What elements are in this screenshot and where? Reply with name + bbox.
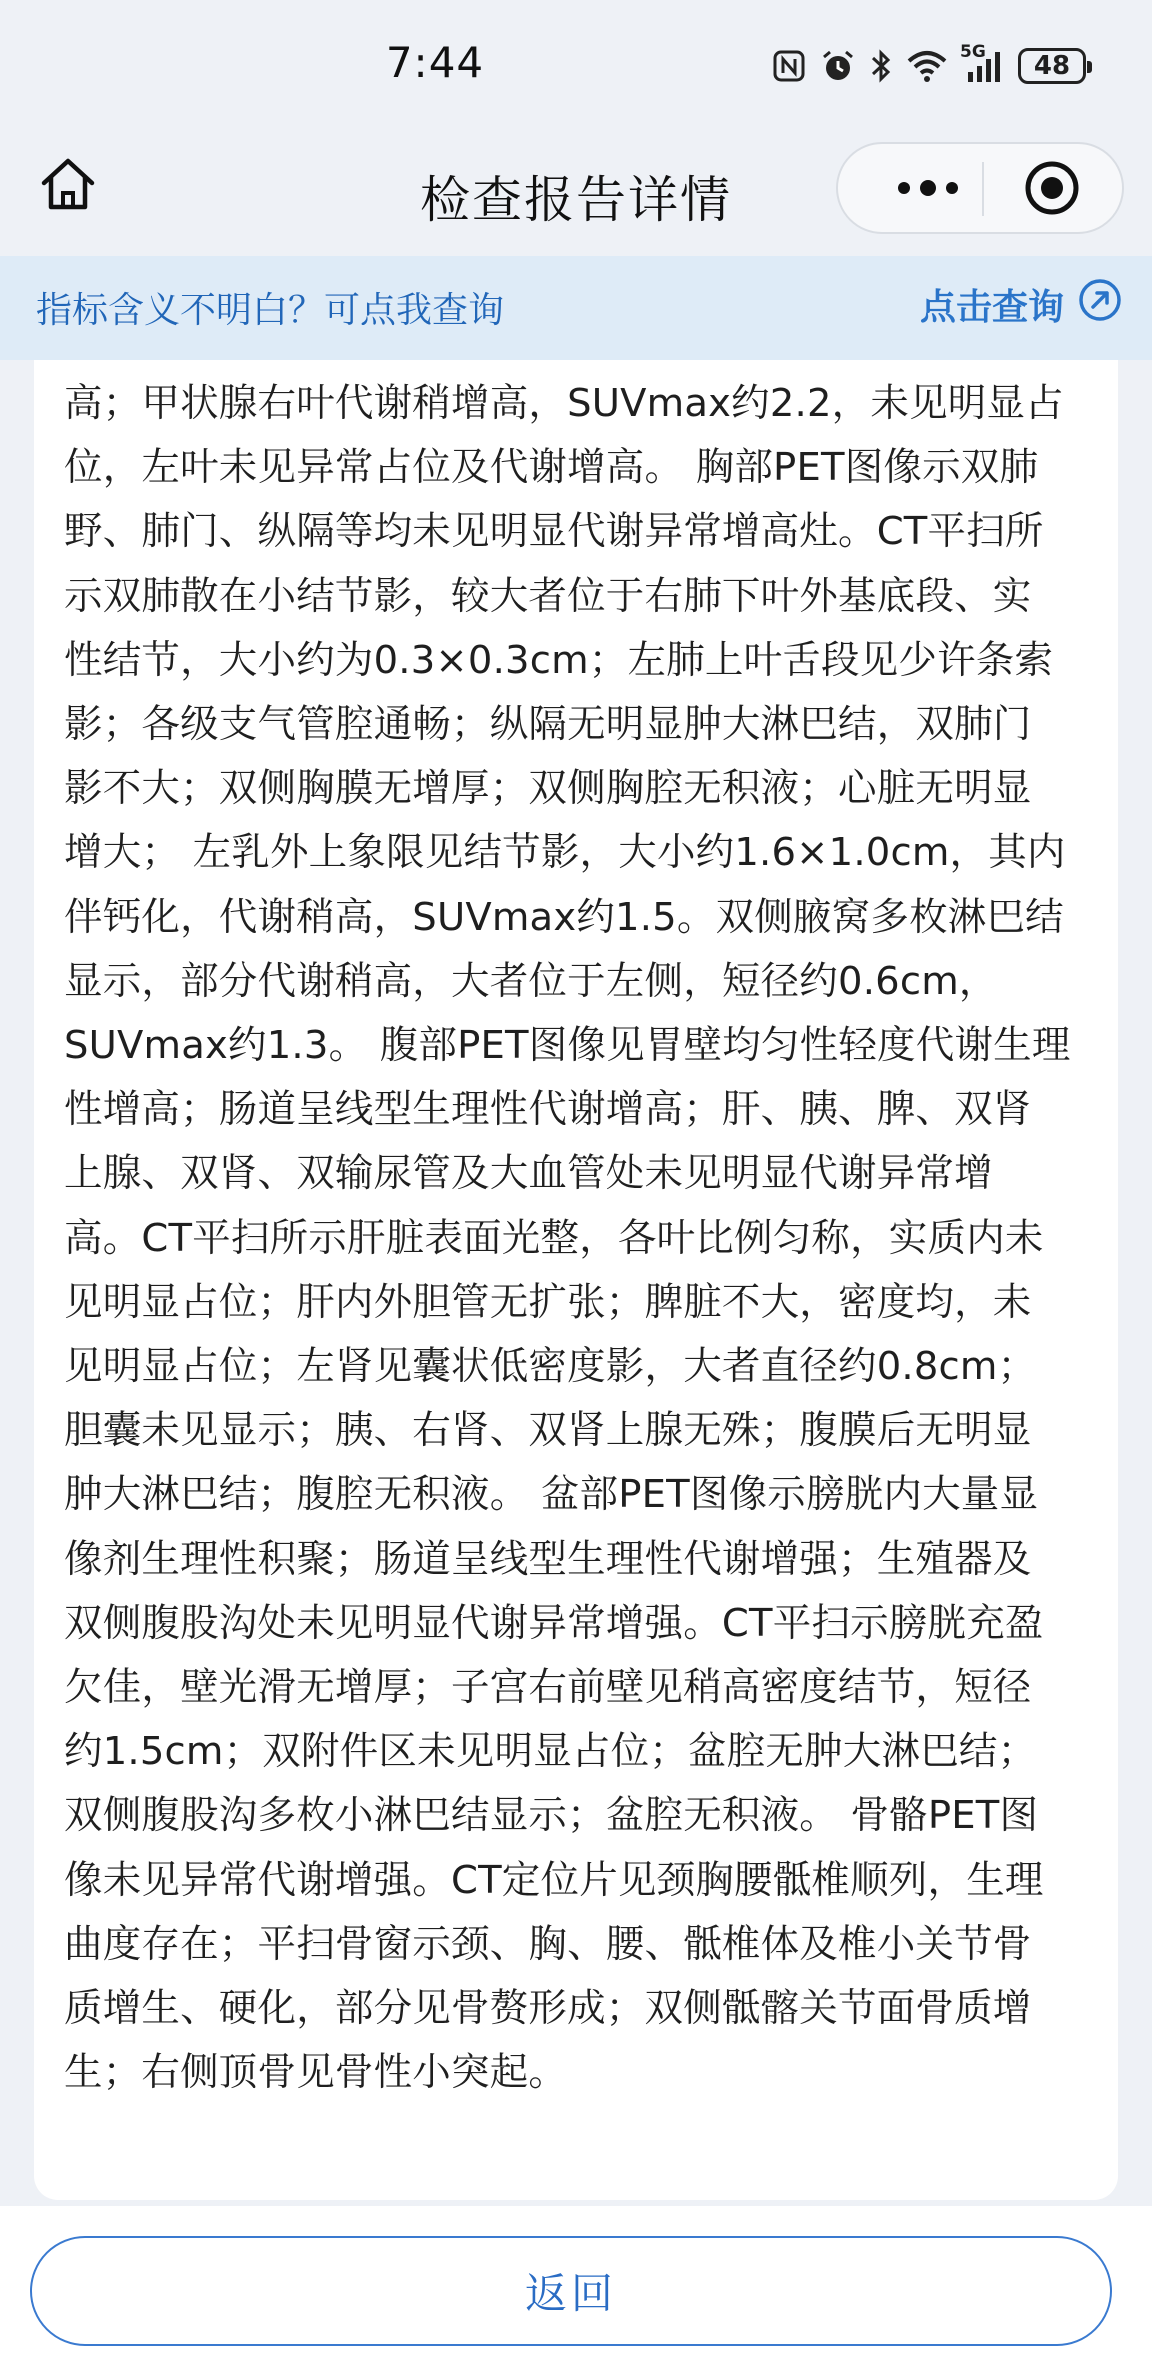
battery-level: 48 (1033, 51, 1071, 81)
report-line: 增大； 左乳外上象限见结节影，大小约1.6×1.0cm，其内 (64, 830, 1066, 876)
more-dots-icon[interactable] (878, 144, 978, 232)
battery-icon (1018, 48, 1086, 84)
report-line: 见明显占位；肝内外胆管无扩张；脾脏不大，密度均，未 (64, 1279, 1032, 1325)
report-line: 伴钙化，代谢稍高，SUVmax约1.5。双侧腋窝多枚淋巴结 (64, 894, 1064, 940)
signal-label: 5G (960, 42, 986, 62)
report-line: 曲度存在；平扫骨窗示颈、胸、腰、骶椎体及椎小关节骨 (64, 1921, 1032, 1967)
report-line: 高。CT平扫所示肝脏表面光整，各叶比例匀称，实质内未 (64, 1215, 1044, 1261)
report-line: 双侧腹股沟处未见明显代谢异常增强。CT平扫示膀胱充盈 (64, 1600, 1044, 1646)
alarm-icon (820, 48, 856, 84)
capsule-divider (982, 162, 984, 216)
mini-program-capsule (836, 142, 1124, 234)
report-line: 胆囊未见显示；胰、右肾、双肾上腺无殊；腹膜后无明显 (64, 1408, 1032, 1454)
report-line: 高；甲状腺右叶代谢稍增高，SUVmax约2.2，未见明显占 (64, 381, 1064, 426)
wifi-icon (906, 49, 948, 83)
report-line: 双侧腹股沟多枚小淋巴结显示；盆腔无积液。 骨骼PET图 (64, 1793, 1039, 1839)
report-line: 性增高；肠道呈线型生理性代谢增高；肝、胰、脾、双肾 (64, 1087, 1032, 1133)
mini-program-close-icon[interactable] (1014, 144, 1090, 232)
help-banner (0, 256, 1152, 360)
report-line: 肿大淋巴结；腹腔无积液。 盆部PET图像示膀胱内大量显 (64, 1472, 1039, 1518)
report-line: 像未见异常代谢增强。CT定位片见颈胸腰骶椎顺列，生理 (64, 1857, 1044, 1903)
query-link[interactable] (920, 278, 1122, 331)
report-line: 像剂生理性积聚；肠道呈线型生理性代谢增强；生殖器及 (64, 1536, 1032, 1582)
page-title: 检查报告详情 (420, 171, 732, 229)
bluetooth-icon (870, 48, 892, 84)
report-line: 生；右侧顶骨见骨性小突起。 (64, 2050, 568, 2096)
report-line: 质增生、硬化，部分见骨赘形成；双侧骶髂关节面骨质增 (64, 1986, 1032, 2032)
report-line: 见明显占位；左肾见囊状低密度影，大者直径约0.8cm； (64, 1344, 1037, 1390)
report-line: 上腺、双肾、双输尿管及大血管处未见明显代谢异常增 (64, 1151, 993, 1197)
report-text (64, 372, 1124, 2105)
status-bar (0, 0, 1152, 136)
report-line: 位，左叶未见异常占位及代谢增高。 胸部PET图像示双肺 (64, 445, 1039, 491)
status-time: 7:44 (385, 38, 485, 87)
report-line: SUVmax约1.3。 腹部PET图像见胃壁均匀性轻度代谢生理 (64, 1023, 1071, 1069)
back-button[interactable]: 返回 (30, 2236, 1112, 2346)
query-link-label: 点击查询 (919, 287, 1064, 328)
report-line: 性结节，大小约为0.3×0.3cm；左肺上叶舌段见少许条索 (64, 637, 1054, 683)
report-line: 显示，部分代谢稍高，大者位于左侧，短径约0.6cm， (64, 958, 998, 1004)
report-line: 影；各级支气管腔通畅；纵隔无明显肿大淋巴结，双肺门 (64, 702, 1032, 748)
report-line: 影不大；双侧胸膜无增厚；双侧胸腔无积液；心脏无明显 (64, 766, 1032, 812)
nfc-icon (772, 49, 806, 83)
status-icons (772, 44, 1086, 88)
report-line: 约1.5cm；双附件区未见明显占位；盆腔无肿大淋巴结； (64, 1729, 1037, 1775)
report-line: 野、肺门、纵隔等均未见明显代谢异常增高灶。CT平扫所 (64, 509, 1044, 555)
report-line: 欠佳，壁光滑无增厚；子宫右前壁见稍高密度结节，短径 (64, 1665, 1032, 1711)
arrow-up-right-circle-icon (1078, 278, 1122, 331)
report-line: 示双肺散在小结节影，较大者位于右肺下叶外基底段、实 (64, 573, 1032, 619)
cellular-signal-icon (960, 42, 1004, 84)
report-card (34, 360, 1118, 2200)
banner-text: 指标含义不明白？可点我查询 (36, 290, 505, 331)
